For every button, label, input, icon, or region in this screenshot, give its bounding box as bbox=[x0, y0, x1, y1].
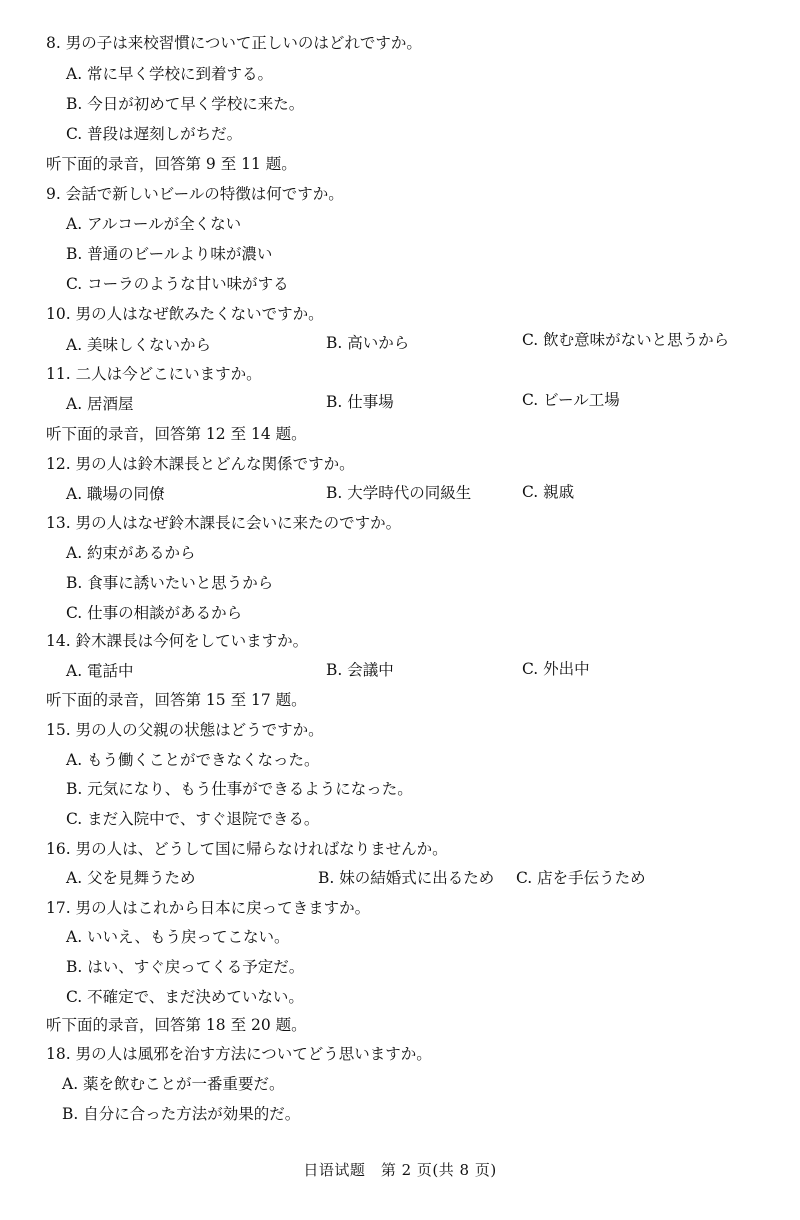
question-8-option-a: A. 常に早く学校に到着する。 bbox=[66, 65, 274, 83]
question-11-option-a: A. 居酒屋 bbox=[66, 395, 134, 413]
question-13-stem: 13. 男の人はなぜ鈴木課長に会いに来たのですか。 bbox=[46, 514, 402, 532]
question-8-option-c: C. 普段は遅刻しがちだ。 bbox=[66, 125, 243, 143]
question-10-stem: 10. 男の人はなぜ飲みたくないですか。 bbox=[46, 305, 324, 323]
question-12-option-b: B. 大学時代の同級生 bbox=[326, 484, 472, 502]
section-instruction-12-14: 听下面的录音，回答第 12 至 14 题。 bbox=[46, 425, 307, 443]
question-15-option-b: B. 元気になり、もう仕事ができるようになった。 bbox=[66, 780, 413, 798]
question-9-stem: 9. 会話で新しいビールの特徴は何ですか。 bbox=[46, 185, 344, 203]
question-8-stem: 8. 男の子は来校習慣について正しいのはどれですか。 bbox=[46, 34, 422, 52]
question-16-option-b: B. 妹の結婚式に出るため bbox=[318, 869, 495, 887]
question-11-option-b: B. 仕事場 bbox=[326, 393, 394, 411]
question-11-stem: 11. 二人は今どこにいますか。 bbox=[46, 365, 262, 383]
question-14-option-a: A. 電話中 bbox=[66, 662, 134, 680]
question-13-option-b: B. 食事に誘いたいと思うから bbox=[66, 574, 274, 592]
question-17-option-a: A. いいえ、もう戻ってこない。 bbox=[66, 928, 290, 946]
section-instruction-9-11: 听下面的录音，回答第 9 至 11 题。 bbox=[46, 155, 297, 173]
question-15-option-c: C. まだ入院中で、すぐ退院できる。 bbox=[66, 810, 320, 828]
question-9-option-b: B. 普通のビールより味が濃い bbox=[66, 245, 273, 263]
question-12-option-c: C. 親戚 bbox=[522, 483, 575, 501]
question-15-option-a: A. もう働くことができなくなった。 bbox=[66, 751, 320, 769]
question-14-option-b: B. 会議中 bbox=[326, 661, 394, 679]
question-14-option-c: C. 外出中 bbox=[522, 660, 590, 678]
question-12-stem: 12. 男の人は鈴木課長とどんな関係ですか。 bbox=[46, 455, 355, 473]
question-17-option-b: B. はい、すぐ戻ってくる予定だ。 bbox=[66, 958, 305, 976]
question-15-stem: 15. 男の人の父親の状態はどうですか。 bbox=[46, 721, 324, 739]
section-instruction-18-20: 听下面的录音，回答第 18 至 20 题。 bbox=[46, 1016, 307, 1034]
question-18-option-a: A. 薬を飲むことが一番重要だ。 bbox=[62, 1075, 285, 1093]
question-16-stem: 16. 男の人は、どうして国に帰らなければなりませんか。 bbox=[46, 840, 448, 858]
question-16-option-c: C. 店を手伝うため bbox=[516, 869, 646, 887]
question-12-option-a: A. 職場の同僚 bbox=[66, 485, 165, 503]
question-17-stem: 17. 男の人はこれから日本に戻ってきますか。 bbox=[46, 899, 371, 917]
question-13-option-a: A. 約束があるから bbox=[66, 544, 196, 562]
page-footer: 日语试题 第 2 页(共 8 页) bbox=[303, 1161, 497, 1179]
question-11-option-c: C. ビール工場 bbox=[522, 391, 620, 409]
question-10-option-c: C. 飲む意味がないと思うから bbox=[522, 331, 730, 349]
question-9-option-c: C. コーラのような甘い味がする bbox=[66, 275, 289, 293]
section-instruction-15-17: 听下面的录音，回答第 15 至 17 题。 bbox=[46, 691, 307, 709]
question-18-option-b: B. 自分に合った方法が効果的だ。 bbox=[62, 1105, 301, 1123]
question-13-option-c: C. 仕事の相談があるから bbox=[66, 604, 243, 622]
question-16-option-a: A. 父を見舞うため bbox=[66, 869, 196, 887]
question-18-stem: 18. 男の人は風邪を治す方法についてどう思いますか。 bbox=[46, 1045, 432, 1063]
question-8-option-b: B. 今日が初めて早く学校に来た。 bbox=[66, 95, 305, 113]
question-9-option-a: A. アルコールが全くない bbox=[66, 215, 242, 233]
question-10-option-a: A. 美味しくないから bbox=[66, 336, 212, 354]
question-14-stem: 14. 鈴木課長は今何をしていますか。 bbox=[46, 632, 309, 650]
question-10-option-b: B. 高いから bbox=[326, 334, 410, 352]
question-17-option-c: C. 不確定で、まだ決めていない。 bbox=[66, 988, 304, 1006]
